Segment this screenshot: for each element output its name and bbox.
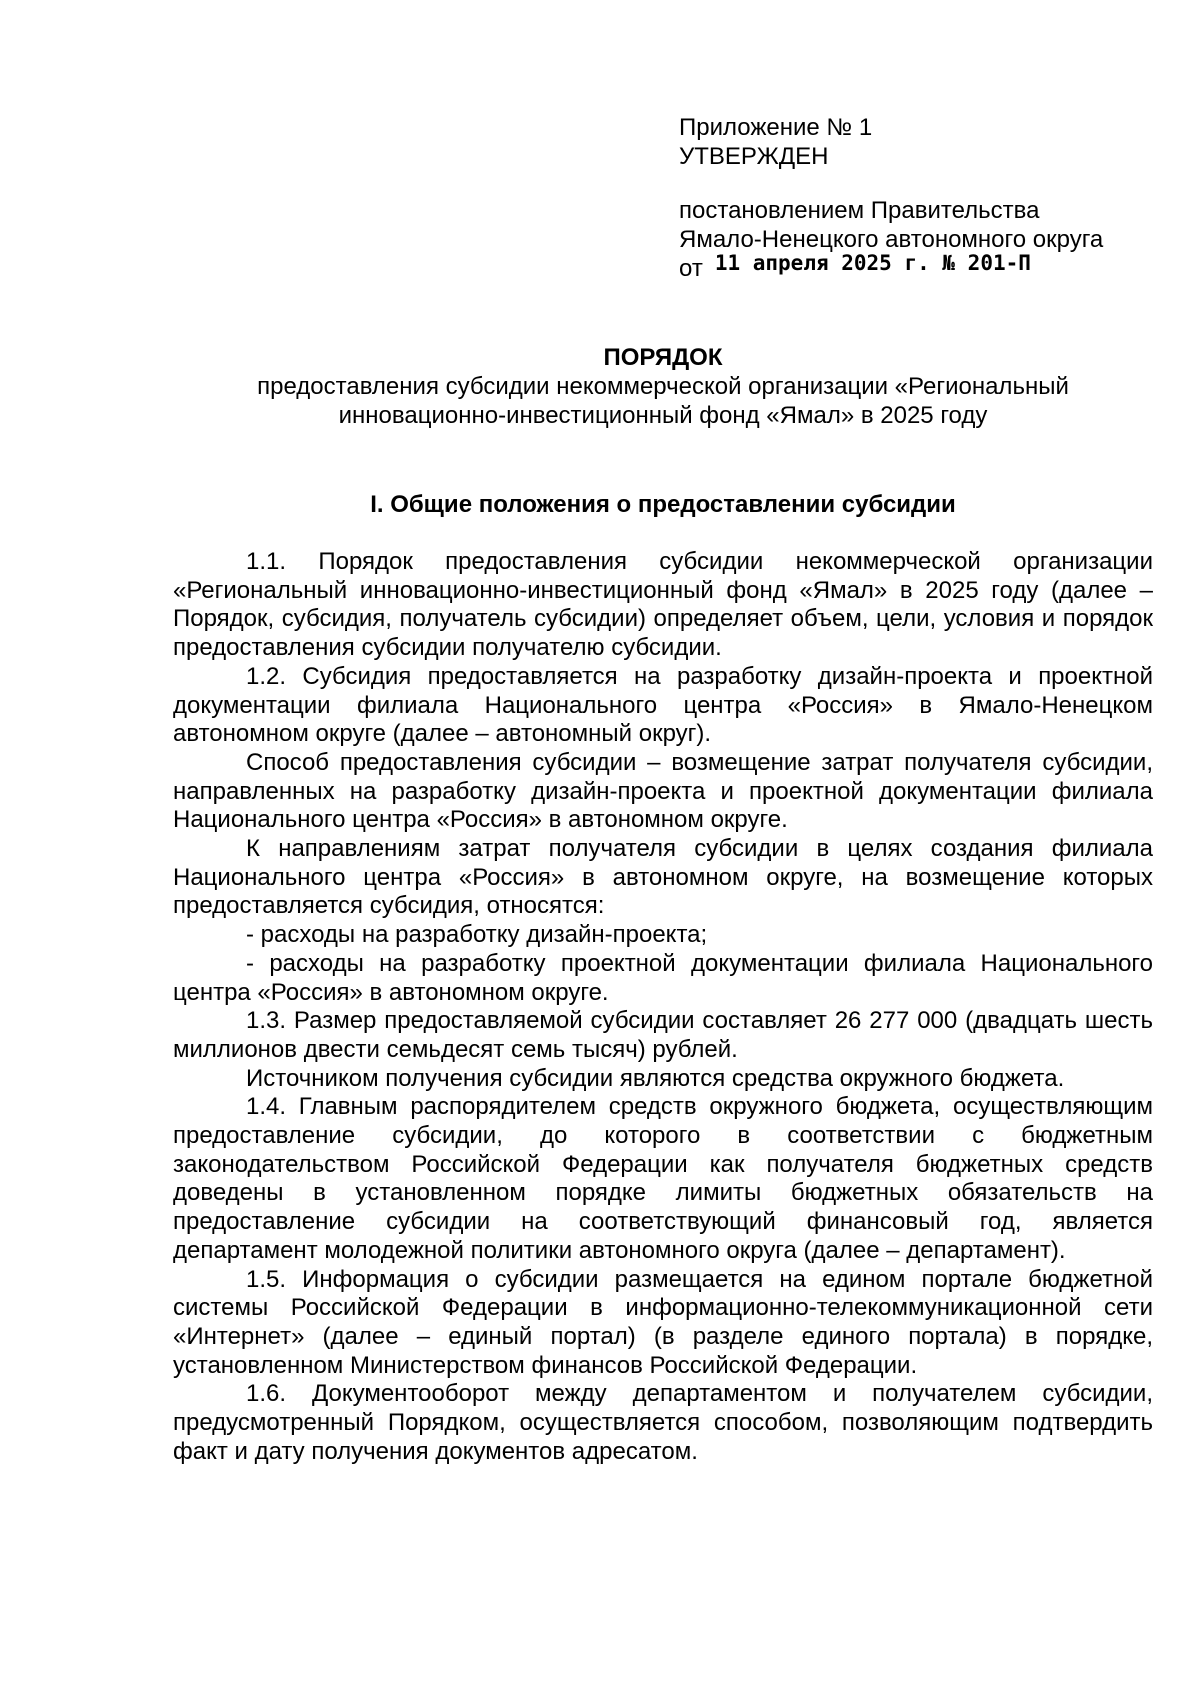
paragraph: 1.2. Субсидия предоставляется на разработку дизайн-проекта и проектной документации филиала Национального центра «Россия» в Ямало-Ненецком автономном округе (далее – автономный округ). bbox=[173, 662, 1153, 748]
document-body bbox=[173, 548, 1153, 1467]
government-name: Ямало-Ненецкого автономного округа bbox=[679, 226, 1104, 253]
paragraph: К направлениям затрат получателя субсидии в целях создания филиала Национального центра «Россия» в автономном округе, на возмещение которых предоставляется субсидия, относятся: bbox=[173, 835, 1153, 920]
paragraph: 1.6. Документооборот между департаментом и получателем субсидии, предусмотренный Порядком, осуществляется способом, позволяющим подтвердить факт и дату получения документов адресатом. bbox=[173, 1380, 1153, 1465]
date-prefix: от bbox=[679, 255, 703, 282]
paragraph: 1.5. Информация о субсидии размещается на едином портале бюджетной системы Российской Федерации в информационно-телекоммуникационной сети «Интернет» (далее – единый портал) (в разделе единого портала) в порядке, установленном Министерством финансов Российской Федерации. bbox=[173, 1265, 1153, 1379]
paragraph: - расходы на разработку дизайн-проекта; bbox=[246, 921, 708, 949]
appendix-block bbox=[679, 113, 1149, 284]
title-main: ПОРЯДОК bbox=[603, 344, 723, 371]
resolution-date-line bbox=[679, 251, 1149, 284]
title-line-1: предоставления субсидии некоммерческой организации «Региональный bbox=[257, 373, 1069, 400]
resolution-line: постановлением Правительства bbox=[679, 197, 1040, 224]
appendix-number: Приложение № 1 bbox=[679, 114, 873, 141]
paragraph: Способ предоставления субсидии – возмещение затрат получателя субсидии, направленных на разработку дизайн-проекта и проектной документации филиала Национального центра «Россия» в автономном округе. bbox=[173, 748, 1153, 834]
paragraph: 1.3. Размер предоставляемой субсидии составляет 26 277 000 (двадцать шесть миллионов двести семьдесят семь тысяч) рублей. bbox=[173, 1007, 1153, 1063]
approval-stamp: УТВЕРЖДЕН bbox=[679, 143, 829, 170]
title-line-2: инновационно-инвестиционный фонд «Ямал» в 2025 году bbox=[338, 402, 988, 429]
paragraph: - расходы на разработку проектной документации филиала Национального центра «Россия» в автономном округе. bbox=[173, 949, 1153, 1006]
paragraph: 1.4. Главным распорядителем средств окружного бюджета, осуществляющим предоставление субсидии, до которого в соответствии с бюджетным законодательством Российской Федерации как получателя бюджетных средств доведены в установленном порядке лимиты бюджетных обязательств на предоставление субсидии на соответствующий финансовый год, является департамент молодежной политики автономного округа (далее – департамент). bbox=[173, 1093, 1153, 1264]
resolution-date: 11 апреля 2025 г. № 201-П bbox=[714, 251, 1031, 275]
section-heading: I. Общие положения о предоставлении субсидии bbox=[370, 491, 956, 518]
paragraph: 1.1. Порядок предоставления субсидии некоммерческой организации «Региональный инновационно-инвестиционный фонд «Ямал» в 2025 году (далее – Порядок, субсидия, получатель субсидии) определяет объем, цели, условия и порядок предоставления субсидии получателю субсидии. bbox=[173, 548, 1153, 662]
paragraph: Источником получения субсидии являются средства окружного бюджета. bbox=[246, 1064, 1065, 1092]
document-title bbox=[173, 343, 1153, 430]
